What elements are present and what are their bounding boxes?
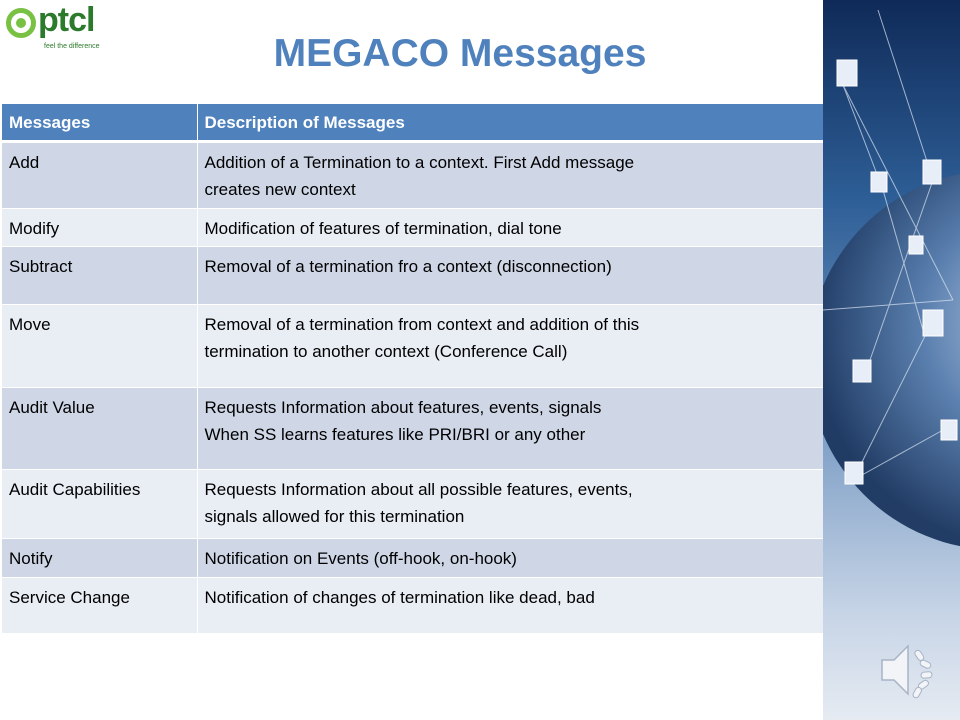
message-description xyxy=(197,577,823,633)
speaker-icon[interactable] xyxy=(878,640,944,704)
message-description xyxy=(197,246,823,304)
description-line: Requests Information about features, events, signals xyxy=(204,397,602,417)
message-name: Modify xyxy=(2,208,197,246)
table-row xyxy=(2,304,823,387)
message-description xyxy=(197,208,823,246)
description-line: Removal of a termination from context and addition of this xyxy=(204,314,640,334)
message-description xyxy=(197,469,823,538)
table-row xyxy=(2,141,823,208)
table-row xyxy=(2,208,823,246)
message-name: Subtract xyxy=(2,246,197,304)
logo-tagline: feel the difference xyxy=(44,43,100,50)
globe-network-graphic xyxy=(823,0,960,720)
message-name: Move xyxy=(2,304,197,387)
message-name: Notify xyxy=(2,538,197,577)
message-description xyxy=(197,141,823,208)
description-line: When SS learns features like PRI/BRI or any other xyxy=(204,424,586,444)
megaco-messages-table xyxy=(2,104,823,633)
message-name: Audit Capabilities xyxy=(2,469,197,538)
table-row xyxy=(2,469,823,538)
speaker-icon-graphic xyxy=(878,640,944,700)
description-line: signals allowed for this termination xyxy=(204,506,465,526)
table-row xyxy=(2,538,823,577)
description-line: Notification of changes of termination like dead, bad xyxy=(204,587,595,607)
globe-network-image xyxy=(823,0,960,720)
message-name: Add xyxy=(2,141,197,208)
message-description xyxy=(197,304,823,387)
logo-brand: ptcl xyxy=(38,1,95,39)
column-header-messages: Messages xyxy=(2,104,197,141)
description-line: creates new context xyxy=(204,179,356,199)
column-header-description: Description of Messages xyxy=(197,104,823,141)
message-description xyxy=(197,538,823,577)
description-line: termination to another context (Conference Call) xyxy=(204,341,568,361)
description-line: Notification on Events (off-hook, on-hook) xyxy=(204,548,517,568)
table-row xyxy=(2,577,823,633)
page-title: MEGACO Messages xyxy=(273,32,647,75)
message-description xyxy=(197,387,823,469)
message-name: Service Change xyxy=(2,577,197,633)
description-line: Modification of features of termination, dial tone xyxy=(204,218,562,238)
message-name: Audit Value xyxy=(2,387,197,469)
description-line: Addition of a Termination to a context. First Add message xyxy=(204,152,635,172)
table-row xyxy=(2,387,823,469)
description-line: Requests Information about all possible features, events, xyxy=(204,479,633,499)
table-header-row xyxy=(2,104,823,141)
table-row xyxy=(2,246,823,304)
description-line: Removal of a termination fro a context (disconnection) xyxy=(204,256,612,276)
